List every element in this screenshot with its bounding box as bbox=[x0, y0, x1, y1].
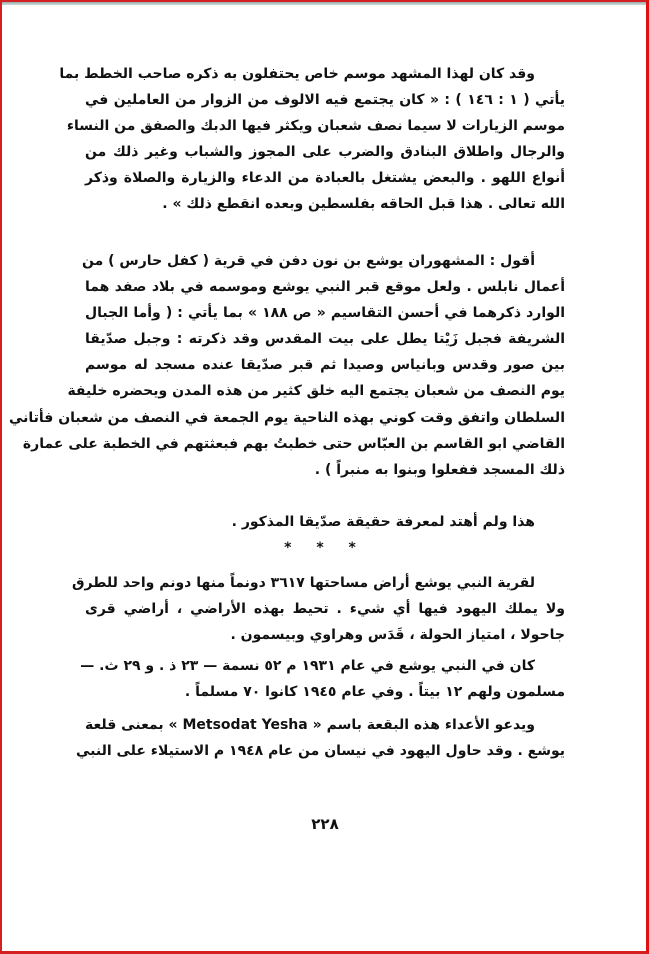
text-line: الشريفة فجبل زَيْتا يطل على بيت المقدس وقد ذكرته : وجبل صدّيقا bbox=[85, 331, 565, 348]
page-number: ٢٢٨ bbox=[311, 815, 339, 833]
text-line: كان في النبي يوشع في عام ١٩٣١ م ٥٢ نسمة — ٢٣ ذ . و ٢٩ ث. — bbox=[80, 658, 535, 674]
paragraph bbox=[59, 61, 565, 218]
text-line: وقد كان لهذا المشهد موسم خاص يحتفلون به ذكره صاحب الخطط بما bbox=[59, 66, 535, 82]
text-line: ولا يملك اليهود فيها أي شيء . تحيط بهذه الأراضي ، أراضي قرى bbox=[85, 601, 565, 618]
text-line: يأتي ( ١ : ١٤٦ ) : « كان يجتمع فيه الالوف من الزوار من العاملين في bbox=[85, 92, 565, 109]
text-line: جاحولا ، امتياز الحولة ، قَدَس وهراوي وبيسمون . bbox=[230, 627, 565, 644]
text-line: السلطان واتفق وقت كوني بهذه الناحية يوم الجمعة في النصف من شعبان فأتاني bbox=[8, 409, 565, 426]
paragraph bbox=[71, 570, 565, 648]
text-line: القاضي ابو القاسم بن العبّاس حتى خطبتُ بهم فبعثتهم في الخطبة على عمارة bbox=[22, 435, 565, 452]
section-separator: * * * bbox=[284, 540, 366, 556]
paragraph bbox=[75, 712, 565, 764]
text-line: أعمال نابلس . ولعل موقع قبر النبي يوشع وموسمه في بلاد صفد هما bbox=[85, 279, 565, 296]
text-line: ويدعو الأعداء هذه البقعة باسم « Metsodat Yesha » بمعنى قلعة bbox=[85, 717, 536, 733]
text-line: والرجال واطلاق البنادق والضرب على المجوز والشباب وغير ذلك من bbox=[85, 144, 565, 161]
text-line: موسم الزيارات لا سيما نصف شعبان ويكثر فيها الدبك والصفق من النساء bbox=[66, 118, 565, 135]
text-line: الله تعالى . هذا قبل الحاقه بفلسطين وبعده انقطع ذلك » . bbox=[162, 196, 565, 213]
text-line: أنواع اللهو . والبعض يشتغل بالعبادة من الدعاء والزيارة والصلاة وذكر bbox=[85, 170, 565, 187]
text-line: أقول : المشهوران يوشع بن نون دفن في قرية ( كفل حارس ) من bbox=[82, 253, 535, 269]
text-line: بين صور وقدس وبانياس وصيدا ثم قبر صدّيقا عنده مسجد له موسم bbox=[85, 357, 565, 374]
text-line: لقرية النبي يوشع أراض مساحتها ٣٦١٧ دونماً منها دونم واحد للطرق bbox=[71, 575, 535, 591]
text-line: الوارد ذكرهما في أحسن التقاسيم « ص ١٨٨ » بما يأتي : ( وأما الجبال bbox=[85, 305, 565, 322]
text-line: ذلك المسجد ففعلوا وبنوا به منبراً ) . bbox=[314, 461, 565, 478]
text-line: يوم النصف من شعبان يجتمع اليه خلق كثير من هذه المدن ويحضره خليفة bbox=[67, 383, 565, 400]
text-line: يوشع . وقد حاول اليهود في نيسان من عام ١٩٤٨ م الاستيلاء على النبي bbox=[75, 743, 565, 760]
document-page bbox=[8, 0, 565, 954]
text-line: مسلمون ولهم ١٢ بيتاً . وفي عام ١٩٤٥ كانوا ٧٠ مسلماً . bbox=[184, 684, 565, 701]
paragraph bbox=[80, 653, 565, 705]
paragraph bbox=[85, 509, 565, 535]
paragraph bbox=[8, 248, 565, 483]
text-line: هذا ولم أهتد لمعرفة حقيقة صدّيقا المذكور . bbox=[231, 514, 535, 530]
